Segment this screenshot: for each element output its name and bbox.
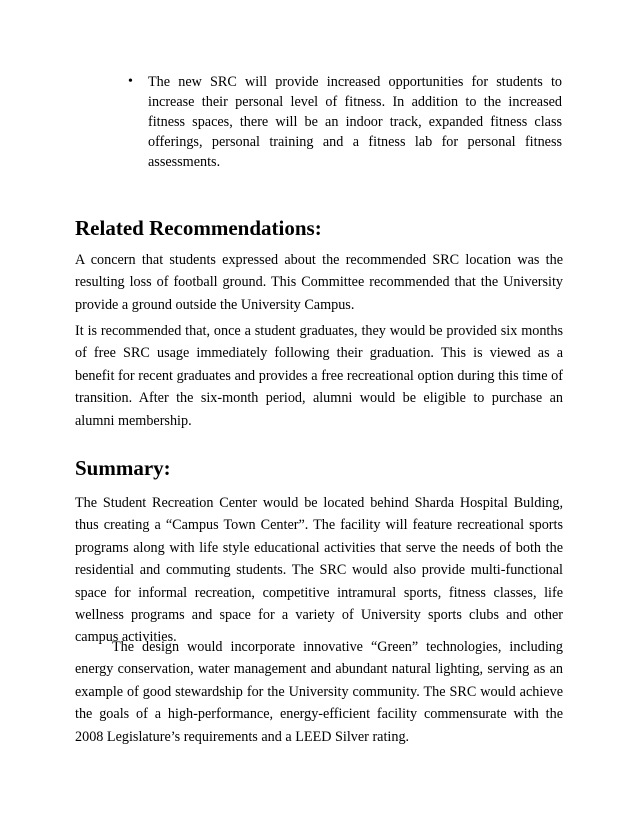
related-paragraph-2: It is recommended that, once a student graduates, they would be provided six months of free SRC usage immediately following their graduation. This is viewed as a benefit for recent graduates and provides a free recreational option during this time of transition. After the six-month period, alumni would be eligible to purchase an alumni membership.	[75, 323, 563, 429]
bullet-text: The new SRC will provide increased opportunities for students to increase their personal level of fitness. In addition to the increased fitness spaces, there will be an indoor track, expanded fitness class offerings, personal training and a fitness lab for personal fitness assessments.	[148, 74, 562, 170]
summary-heading: Summary:	[75, 456, 171, 480]
related-paragraph-1: A concern that students expressed about the recommended SRC location was the resulting loss of football ground. This Committee recommended that the University provide a ground outside the University Campus.	[75, 252, 563, 313]
bullet-symbol: •	[128, 74, 133, 89]
related-recommendations-heading: Related Recommendations:	[75, 216, 322, 240]
summary-paragraph-2: The design would incorporate innovative “Green” technologies, including energy conservation, water management and abundant natural lighting, serving as an example of good stewardship for the University community. The SRC would achieve the goals of a high-performance, energy-efficient facility commensurate with the 2008 Legislature’s requirements and a LEED Silver rating.	[75, 639, 563, 745]
summary-paragraph-1: The Student Recreation Center would be located behind Sharda Hospital Bulding, thus creating a “Campus Town Center”. The facility will feature recreational sports programs along with life style educational activities that serve the needs of both the residential and commuting students. The SRC would also provide multi-functional space for informal recreation, competitive intramural sports, fitness classes, life wellness programs and space for a variety of University sports clubs and other campus activities.	[75, 495, 563, 646]
